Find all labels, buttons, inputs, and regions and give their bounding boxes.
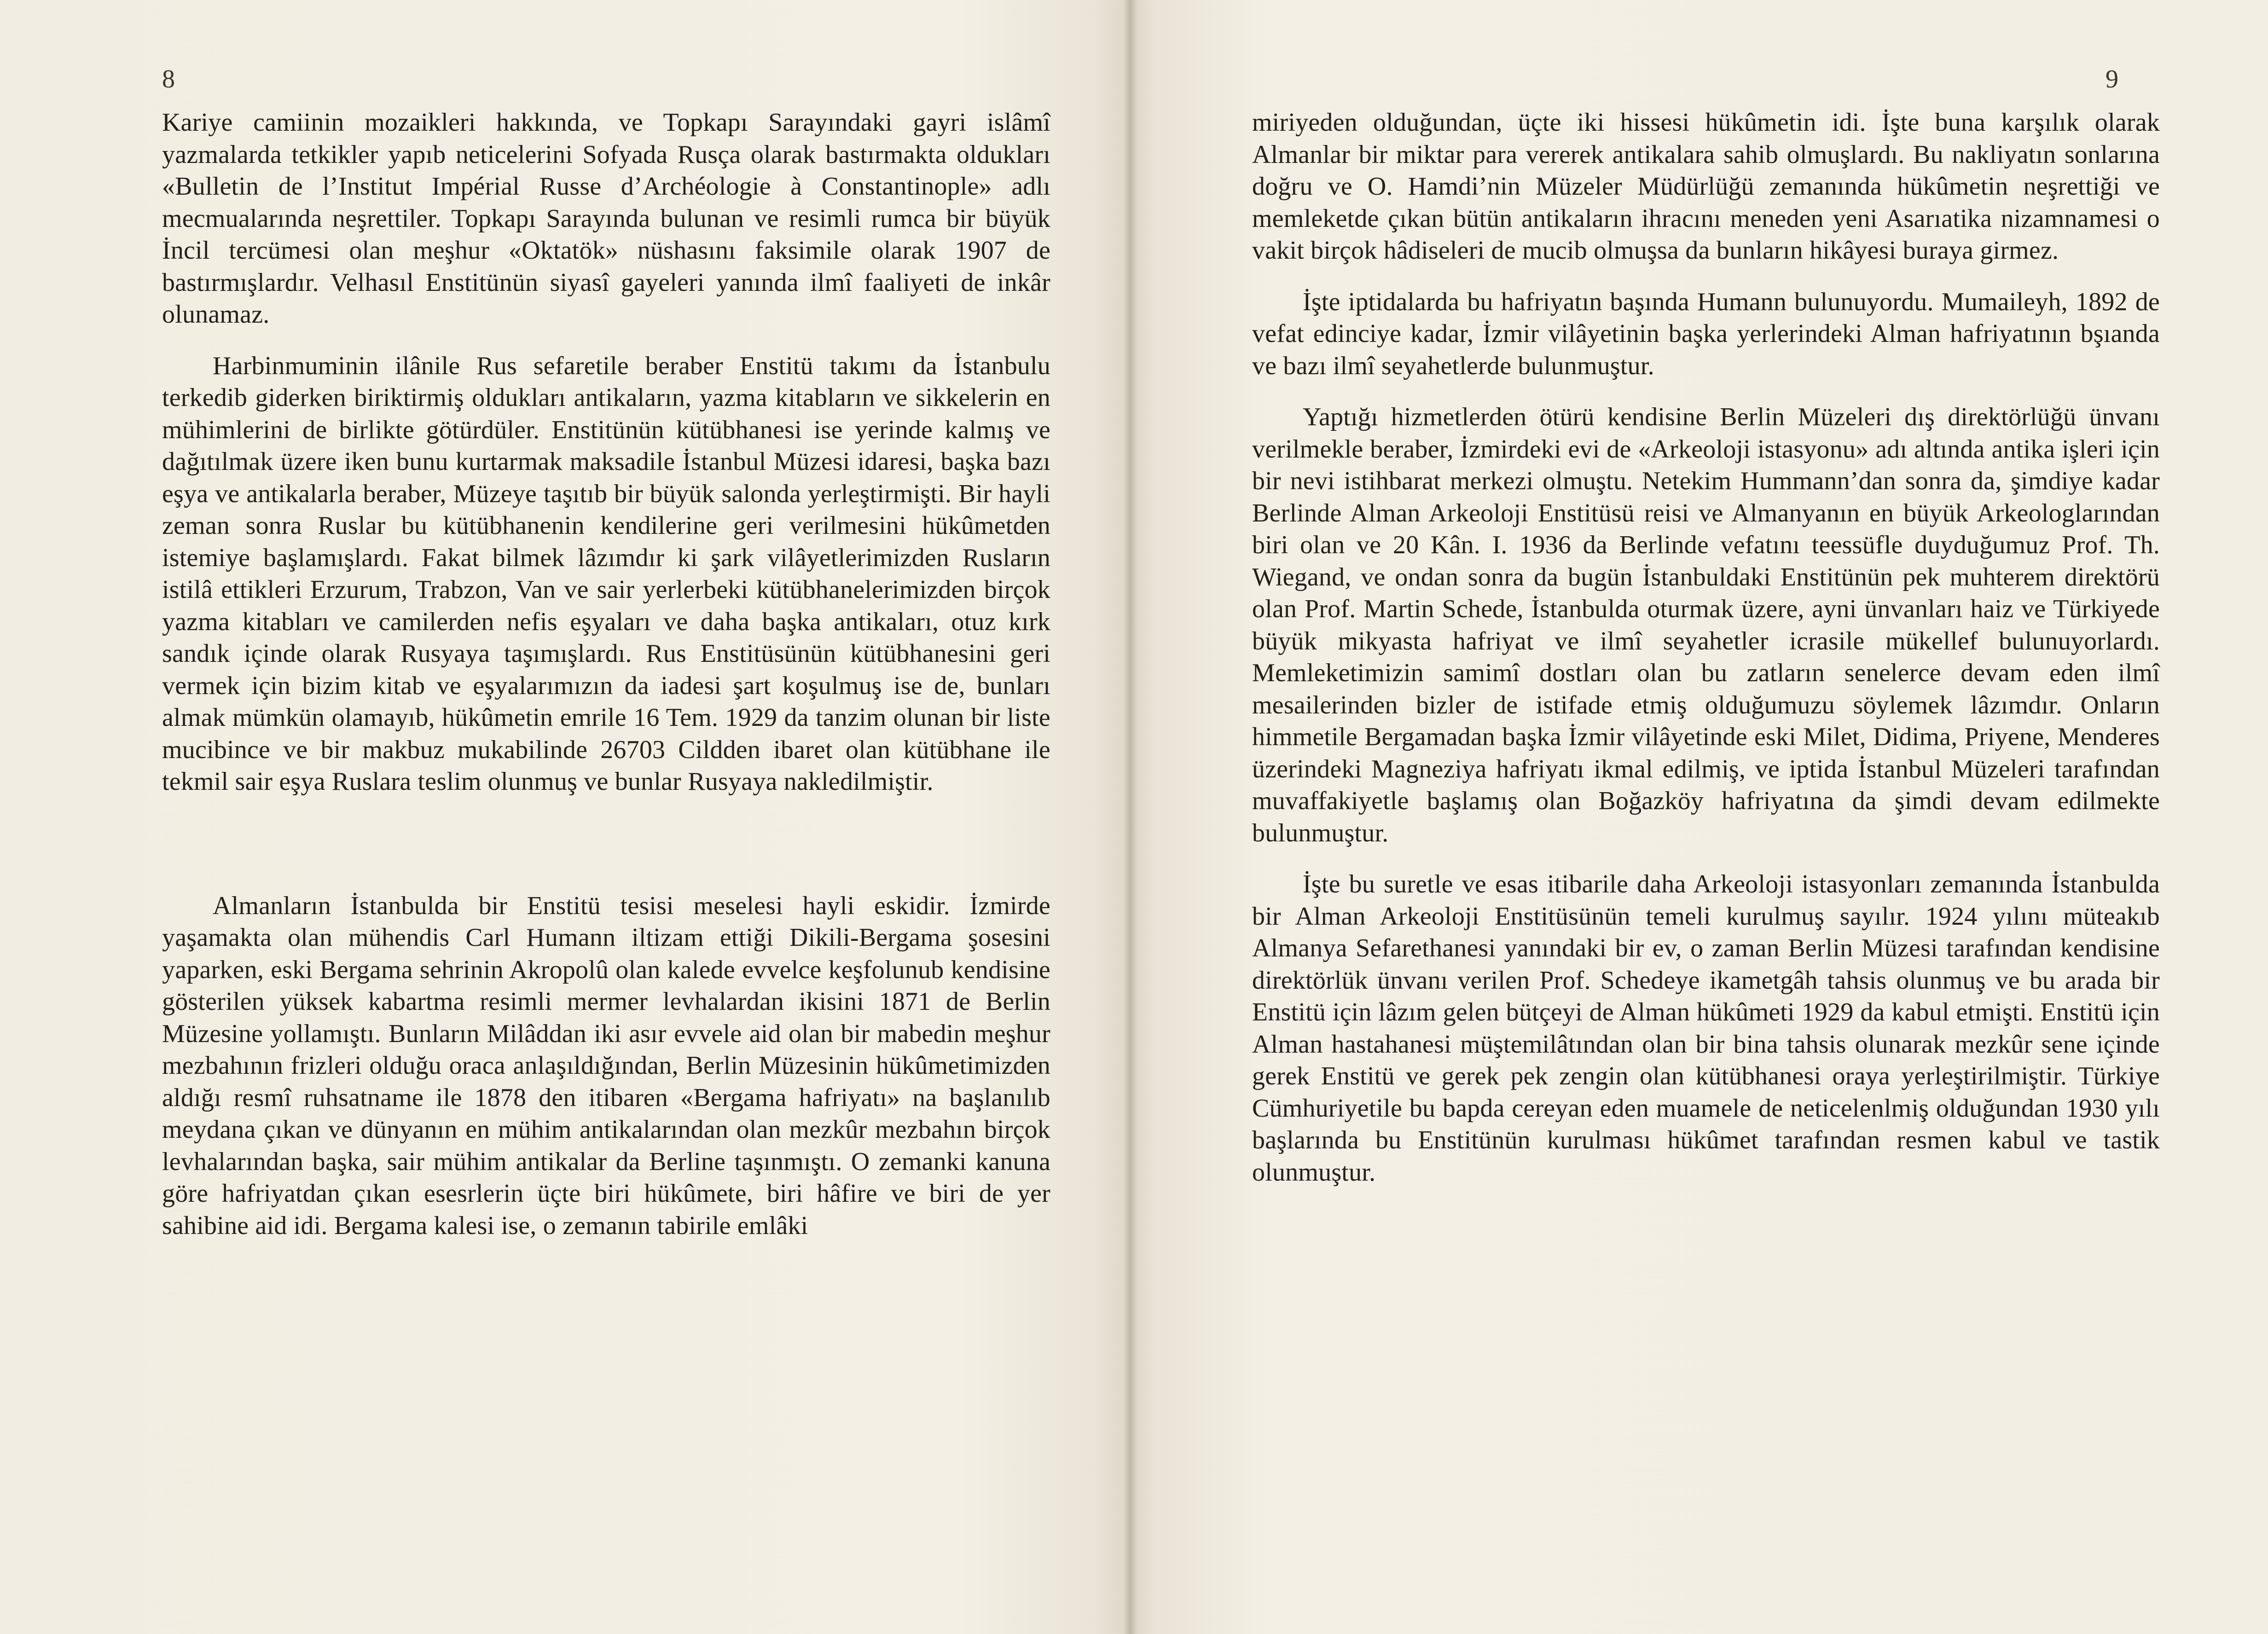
paragraph: Harbinmuminin ilânile Rus sefaretile beraber Enstitü takımı da İstanbulu terkedib giderken biriktirmiş oldukları antikaların, yazma kitabların ve sikkelerin en mühimlerini de birlikte götürdüler. Enstitünün kütübhanesi ise yerinde kalmış ve dağıtılmak üzere iken bunu kurtarmak maksadile İstanbul Müzesi idaresi, başka bazı eşya ve antikalarla beraber, Müzeye taşıtıb bir büyük salonda yerleştirmişti. Bir hayli zeman sonra Ruslar bu kütübhanenin kendilerine geri verilmesini hükûmetden istemiye başlamışlardı. Fakat bilmek lâzımdır ki şark vilâyetlerimizden Rusların istilâ ettikleri Erzurum, Trabzon, Van ve sair yerlerbeki kütübhanelerimizden birçok yazma kitabları ve camilerden nefis eşyaları ve daha başka antikaları, otuz kırk sandık içinde olarak Rusyaya taşımışlardı. Rus Enstitüsünün kütübhanesini geri vermek için bizim kitab ve eşyalarımızın da iadesi şart koşulmuş ise de, bunları almak mümkün olamayıb, hükûmetin emrile 16 Tem. 1929 da tanzim olunan bir liste mucibince ve bir makbuz mukabilinde 26703 Cildden ibaret olan kütübhane ile tekmil sair eşya Ruslara teslim olunmuş ve bunlar Rusyaya nakledilmiştir. xyxy=(162,351,1050,796)
right-page-text xyxy=(1252,107,2160,1188)
right-page xyxy=(1130,0,2268,1634)
paragraph: İşte iptidalarda bu hafriyatın başında Humann bulunuyordu. Mumaileyh, 1892 de vefat edinciye kadar, İzmir vilâyetinin başka yerlerindeki Alman hafriyatının bşıanda ve bazı ilmî seyahetlerde bulunmuştur. xyxy=(1252,287,2160,380)
paragraph: Kariye camiinin mozaikleri hakkında, ve Topkapı Sarayındaki gayri islâmî yazmalarda tetkikler yapıb neticelerini Sofyada Rusça olarak bastırmakta oldukları «Bulletin de l’Institut Impérial Russe d’Archéologie à Constantinople» adlı mecmualarında neşrettiler. Topkapı Sarayında bulunan ve resimli rumca bir büyük İncil tercümesi olan meşhur «Oktatök» nüshasını faksimile olarak 1907 de bastırmışlardır. Velhasıl Enstitünün siyasî gayeleri yanında ilmî faaliyeti de inkâr olunamaz. xyxy=(162,108,1050,329)
page-number: 9 xyxy=(2106,65,2118,93)
paragraph: İşte bu suretle ve esas itibarile daha Arkeoloji istasyonları zemanında İstanbulda bir Alman Arkeoloji Enstitüsünün temeli kurulmuş sayılır. 1924 yılını müteakıb Almanya Sefarethanesi yanındaki bir ev, o zaman Berlin Müzesi tarafından kendisine direktörlük ünvanı verilen Prof. Schedeye ikametgâh tahsis olunmuş ve bu arada bir Enstitü için lâzım gelen bütçeyi de Alman hükûmeti 1929 da kabul etmişti. Enstitü için Alman hastahanesi müştemilâtından olan bir bina tahsis olunarak mezkûr sene içinde gerek Enstitü ve gerek pek zengin olan kütübhanesi oraya yerleştirilmiştir. Türkiye Cümhuriyetile bu bapda cereyan eden muamele de neticelenlmiş olduğundan 1930 yılı başlarında bu Enstitünün kurulması hükûmet tarafından resmen kabul ve tastik olunmuştur. xyxy=(1252,870,2160,1187)
book-gutter xyxy=(1123,0,1137,1634)
paragraph: Yaptığı hizmetlerden ötürü kendisine Berlin Müzeleri dış direktörlüğü ünvanı verilmekle beraber, İzmirdeki evi de «Arkeoloji istasyonu» adı altında antika işleri için bir nevi istihbarat merkezi olmuştu. Netekim Hummann’dan sonra da, şimdiye kadar Berlinde Alman Arkeoloji Enstitüsü reisi ve Almanyanın en büyük Arkeologlarından biri olan ve 20 Kân. I. 1936 da Berlinde vefatını teessüfle duyduğumuz Prof. Th. Wiegand, ve ondan sonra da bugün İstanbuldaki Enstitünün pek muhterem direktörü olan Prof. Martin Schede, İstanbulda oturmak üzere, ayni ünvanları haiz ve Türkiyede büyük mikyasta hafriyat ve ilmî seyahetler icrasile mükellef bulunuyorlardı. Memleketimizin samimî dostları olan bu zatların senelerce devam eden ilmî mesailerinden bizler de istifade etmiş olduğumuzu söylemek lâzımdır. Onların himmetile Bergamadan başka İzmir vilâyetinde eski Milet, Didima, Priyene, Menderes üzerindeki Magneziya hafriyatı ikmal edilmiş, ve iptida İstanbul Müzeleri tarafından muvaffakiyetle başlamış olan Boğazköy hafriyatına da şimdi devam edilmekte bulunmuştur. xyxy=(1252,403,2160,847)
left-page-text xyxy=(162,107,1050,1242)
page-number: 8 xyxy=(162,65,175,93)
paragraph: Almanların İstanbulda bir Enstitü tesisi meselesi hayli eskidir. İzmirde yaşamakta olan mühendis Carl Humann iltizam ettiği Dikili-Bergama şosesini yaparken, eski Bergama sehrinin Akropolû olan kalede evvelce keşfolunub kendisine gösterilen yüksek kabartma resimli mermer levhalardan ikisini 1871 de Berlin Müzesine yollamıştı. Bunların Milâddan iki asır evvele aid olan bir mabedin meşhur mezbahının frizleri olduğu oraca anlaşıldığından, Berlin Müzesinin hükûmetimizden aldığı resmî ruhsatname ile 1878 den itibaren «Bergama hafriyatı» na başlanılıb meydana çıkan ve dünyanın en mühim antikalarından olan mezkûr mezbahın birçok levhalarından başka, sair mühim antikalar da Berline taşınmıştı. O zemanki kanuna göre hafriyatdan çıkan esesrlerin üçte biri hükûmete, biri hâfire ve biri de yer sahibine aid idi. Bergama kalesi ise, o zemanın tabirile emlâki xyxy=(162,891,1050,1240)
left-page xyxy=(0,0,1130,1634)
paragraph: miriyeden olduğundan, üçte iki hissesi hükûmetin idi. İşte buna karşılık olarak Almanlar bir miktar para vererek antikalara sahib olmuşlardı. Bu nakliyatın sonlarına doğru ve O. Hamdi’nin Müzeler Müdürlüğü zemanında hükûmetin neşrettiği ve memleketde çıkan bütün antikaların ihracını meneden yeni Asarıatika nizamnamesi o vakit birçok hâdiseleri de mucib olmuşsa da bunların hikâyesi buraya girmez. xyxy=(1252,108,2160,265)
